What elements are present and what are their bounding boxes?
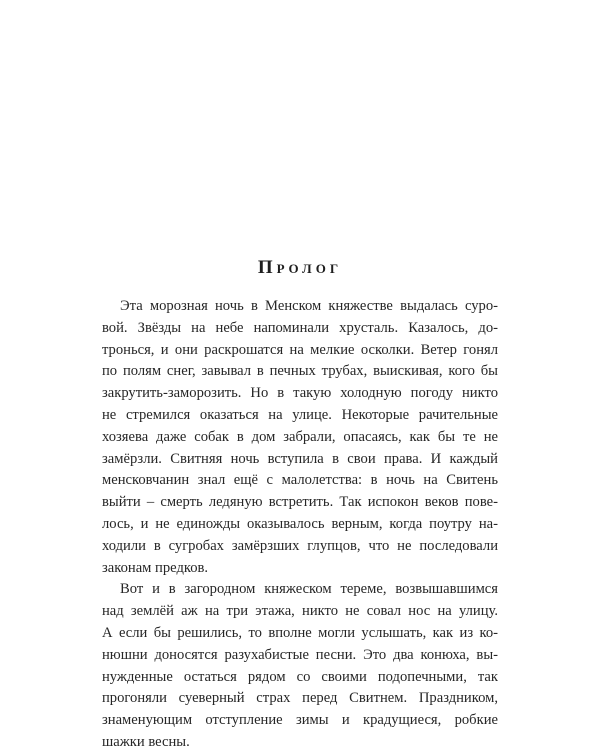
text-line: А если бы решились, то вполне могли услышать, как из ко- xyxy=(102,624,498,641)
text-line: Эта морозная ночь в Менском княжестве выдалась суро- xyxy=(120,298,498,314)
text-line: закрутить-заморозить. Но в такую холодную погоду никто xyxy=(102,385,498,402)
text-line: ходили в сугробах замёрзших глупцов, что не последовали xyxy=(102,537,498,554)
text-line: прогоняли суеверный страх перед Свитнем. Праздником, xyxy=(102,690,498,707)
text-line: Вот и в загородном княжеском тереме, возвышавшимся xyxy=(120,581,498,598)
text-line: замёрзли. Свитняя ночь вступила в свои права. И каждый xyxy=(102,450,498,467)
text-line: выйти – смерть ледяную встретить. Так испокон веков пове- xyxy=(102,494,498,511)
paragraph xyxy=(102,296,498,579)
body-text xyxy=(102,296,498,754)
text-line: над землёй аж на три этажа, никто не совал нос на улицу. xyxy=(102,603,498,620)
text-line: хозяева даже собак в дом забрали, опасаясь, как бы те не xyxy=(102,428,498,445)
chapter-title: Пролог xyxy=(257,257,343,278)
text-line: нюшни доносятся разухабистые песни. Это два конюха, вы- xyxy=(102,646,498,663)
text-line: не стремился оказаться на улице. Некоторые рачительные xyxy=(102,406,498,423)
text-line: тронься, и они раскрошатся на мелкие осколки. Ветер гонял xyxy=(102,341,498,358)
text-line: вой. Звёзды на небе напоминали хрусталь. Казалось, до- xyxy=(102,319,498,336)
paragraph xyxy=(102,579,498,753)
text-line: законам предков. xyxy=(102,559,209,576)
text-line: нужденные остаться рядом со своими подопечными, так xyxy=(102,668,498,685)
text-line: по полям снег, завывал в печных трубах, выискивая, кого бы xyxy=(102,363,498,380)
text-line: шажки весны. xyxy=(102,733,190,750)
text-line: менсковчанин знал ещё с малолетства: в ночь на Свитень xyxy=(102,472,498,489)
text-line: лось, и не единожды оказывалось верным, когда поутру на- xyxy=(102,515,498,532)
text-line: знаменующим отступление зимы и крадущиеся, робкие xyxy=(102,712,498,729)
